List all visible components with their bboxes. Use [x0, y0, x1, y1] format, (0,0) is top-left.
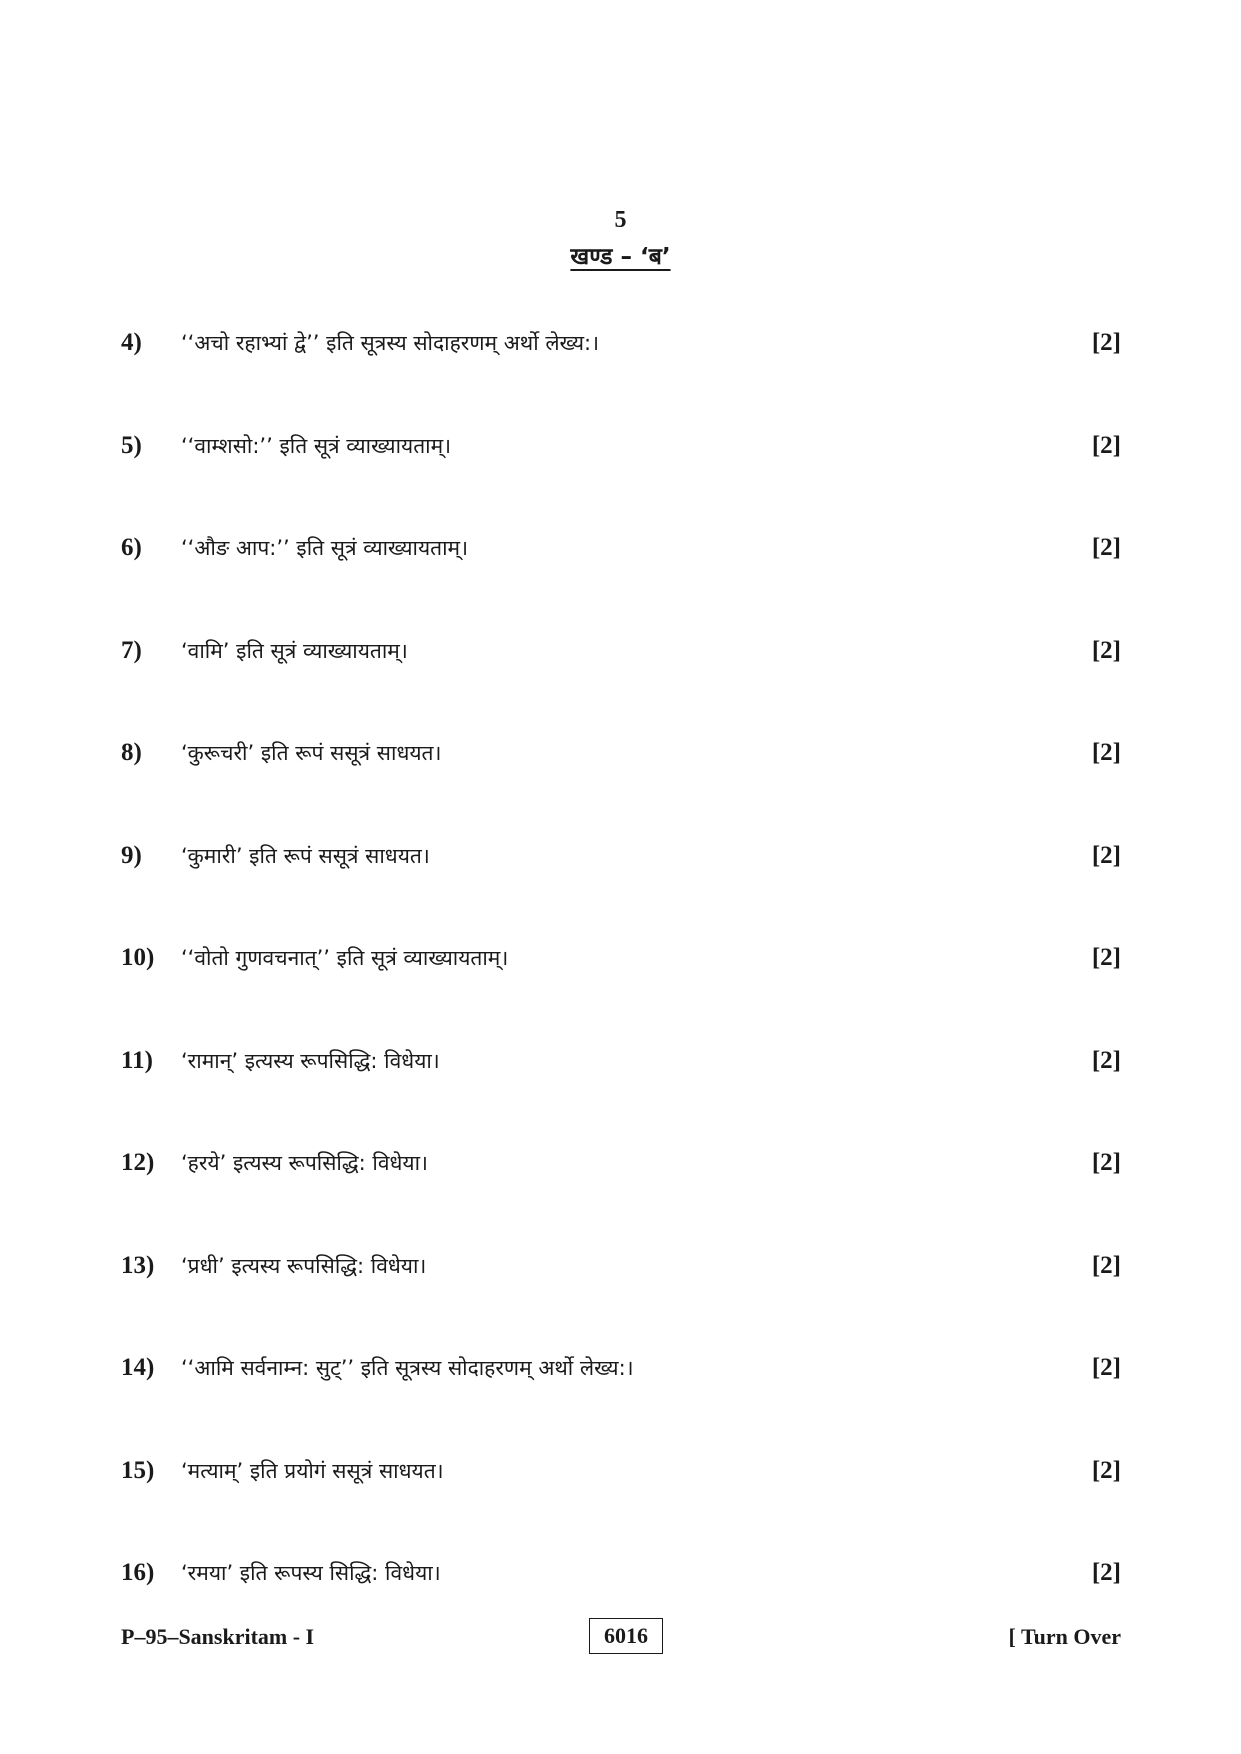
question-marks: [2]: [1091, 431, 1121, 459]
question-marks: [2]: [1091, 739, 1121, 766]
question-text: ‘वामि’ इति सूत्रं व्याख्यायताम्।: [181, 638, 408, 663]
question-9: [121, 831, 1121, 934]
question-number: 16): [121, 1559, 155, 1586]
question-13: [121, 1241, 1121, 1344]
question-14: [121, 1343, 1121, 1446]
question-marks: [2]: [1091, 1149, 1121, 1176]
question-text: ‘‘वाम्शसो:’’ इति सूत्रं व्याख्यायताम्।: [181, 433, 452, 458]
question-marks: [2]: [1091, 944, 1121, 971]
question-6: [121, 523, 1121, 626]
question-7: [121, 626, 1121, 729]
page-number: 5: [614, 207, 627, 233]
question-text: ‘कुमारी’ इति रूपं ससूत्रं साधयत।: [181, 843, 430, 868]
question-list: [121, 318, 1121, 1651]
question-number: 5): [121, 431, 142, 459]
question-4: [121, 318, 1121, 421]
question-marks: [2]: [1091, 1251, 1121, 1279]
question-number: 7): [121, 636, 142, 664]
question-marks: [2]: [1091, 534, 1121, 561]
question-text: ‘कुरूचरी’ इति रूपं ससूत्रं साधयत।: [181, 741, 442, 765]
question-5: [121, 421, 1121, 524]
question-number: 11): [121, 1046, 153, 1074]
question-text: ‘‘आमि सर्वनाम्न: सुट्’’ इति सूत्रस्य सोदाहरणम् अर्थो लेख्य:।: [181, 1356, 634, 1380]
question-text: ‘रामान्’ इत्यस्य रूपसिद्धि: विधेया।: [181, 1048, 440, 1073]
question-text: ‘मत्याम्’ इति प्रयोगं ससूत्रं साधयत।: [181, 1458, 444, 1483]
question-text: ‘‘अचो रहाभ्यां द्वे’’ इति सूत्रस्य सोदाहरणम् अर्थो लेख्य:।: [181, 331, 600, 355]
section-title: [0, 242, 1241, 272]
question-text: ‘हरये’ इत्यस्य रूपसिद्धि: विधेया।: [181, 1151, 429, 1175]
question-12: [121, 1138, 1121, 1241]
question-marks: [2]: [1091, 1559, 1121, 1586]
question-11: [121, 1036, 1121, 1139]
question-number: 6): [121, 534, 142, 561]
question-number: 4): [121, 329, 142, 356]
question-number: 8): [121, 739, 142, 766]
question-number: 12): [121, 1149, 155, 1176]
question-marks: [2]: [1091, 636, 1121, 664]
question-8: [121, 728, 1121, 831]
question-number: 9): [121, 841, 142, 869]
page-footer: [121, 1618, 1121, 1656]
question-marks: [2]: [1091, 1046, 1121, 1074]
question-marks: [2]: [1091, 329, 1121, 356]
question-number: 13): [121, 1251, 155, 1279]
paper-number-box: 6016: [589, 1618, 663, 1654]
question-marks: [2]: [1091, 1354, 1121, 1381]
question-15: [121, 1446, 1121, 1549]
question-text: ‘‘औङ आप:’’ इति सूत्रं व्याख्यायताम्।: [181, 536, 469, 560]
question-number: 15): [121, 1456, 155, 1484]
question-text: ‘रमया’ इति रूपस्य सिद्धि: विधेया।: [181, 1561, 441, 1585]
question-number: 14): [121, 1354, 155, 1381]
question-number: 10): [121, 944, 155, 971]
question-10: [121, 933, 1121, 1036]
question-marks: [2]: [1091, 841, 1121, 869]
question-text: ‘प्रधी’ इत्यस्य रूपसिद्धि: विधेया।: [181, 1253, 427, 1278]
question-marks: [2]: [1091, 1456, 1121, 1484]
question-text: ‘‘वोतो गुणवचनात्’’ इति सूत्रं व्याख्यायताम्।: [181, 946, 509, 970]
paper-code: P–95–Sanskritam - I: [121, 1624, 315, 1649]
turn-over-label: [ Turn Over: [1008, 1624, 1121, 1649]
section-title-text: खण्ड – ‘ब’: [570, 244, 671, 270]
